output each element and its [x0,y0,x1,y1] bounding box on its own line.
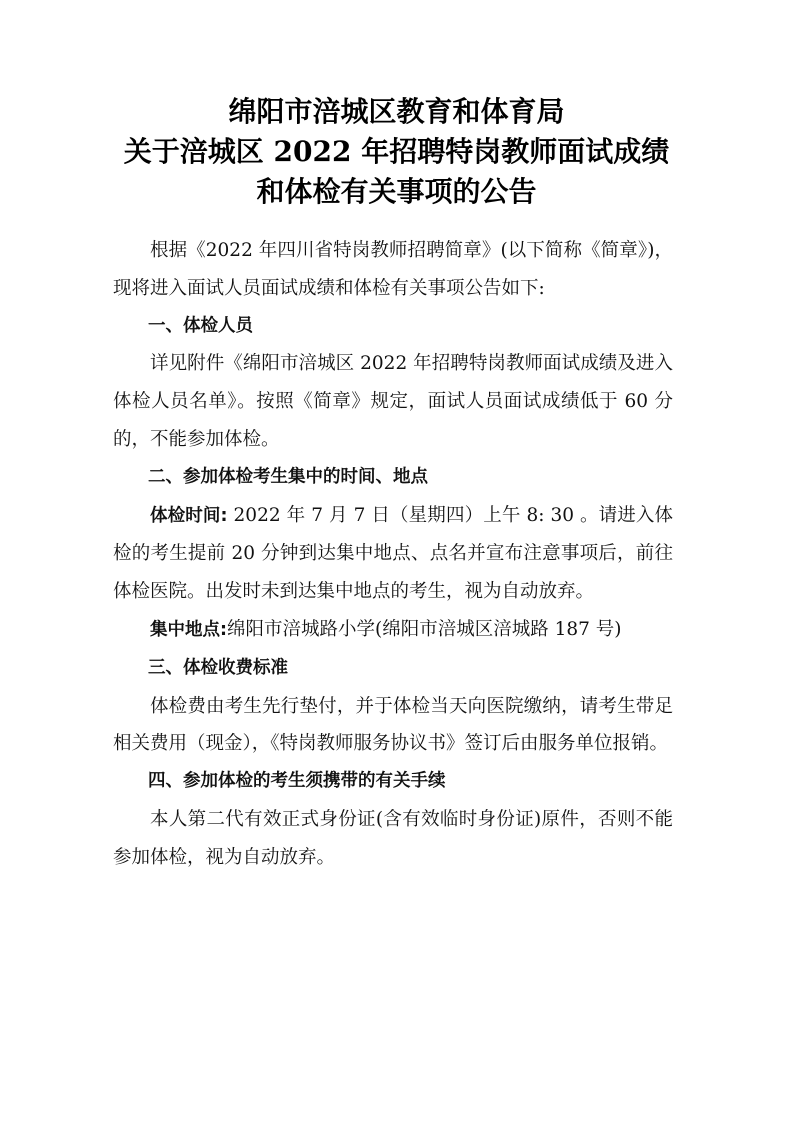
gathering-place-label: 集中地点: [150,619,227,640]
title-line-2: 关于涪城区 2022 年招聘特岗教师面试成绩 [123,135,670,168]
gathering-place-text: 绵阳市涪城路小学(绵阳市涪城区涪城路 187 号) [227,618,622,640]
intro-paragraph: 根据《2022 年四川省特岗教师招聘简章》(以下简称《简章》)，现将进入面试人员面试成绩和体检有关事项公告如下: [113,240,673,299]
section-heading-time-place: 二、参加体检考生集中的时间、地点 [148,466,428,487]
exam-time-text: 2022 年 7 月 7 日（星期四）上午 8: 30 。请进入体检的考生提前 20 分钟到达集中地点、点名并宣布注意事项后，前往体检医院。出发时未到达集中地点的考生，视为自动放弃。 [113,504,674,603]
gathering-place-paragraph [113,611,673,650]
section-heading-fee-standard: 三、体检收费标准 [148,657,288,678]
exam-time-label: 体检时间: [150,505,228,526]
section-heading-required-documents: 四、参加体检的考生须携带的有关手续 [148,771,446,792]
exam-time-paragraph [113,497,673,611]
exam-personnel-paragraph: 详见附件《绵阳市涪城区 2022 年招聘特岗教师面试成绩及进入体检人员名单》。按照《简章》规定，面试人员面试成绩低于 60 分的，不能参加体检。 [113,353,673,450]
fee-standard-paragraph: 体检费由考生先行垫付，并于体检当天向医院缴纳，请考生带足相关费用（现金），《特岗教师服务协议书》签订后由服务单位报销。 [113,695,673,755]
required-documents-paragraph: 本人第二代有效正式身份证(含有效临时身份证)原件，否则不能参加体检，视为自动放弃。 [113,808,674,868]
section-heading-exam-personnel: 一、体检人员 [148,315,253,336]
announcement-body [113,232,673,877]
title-line-3: 和体检有关事项的公告 [256,175,537,208]
title-line-1: 绵阳市涪城区教育和体育局 [228,95,565,128]
announcement-title [0,92,793,212]
